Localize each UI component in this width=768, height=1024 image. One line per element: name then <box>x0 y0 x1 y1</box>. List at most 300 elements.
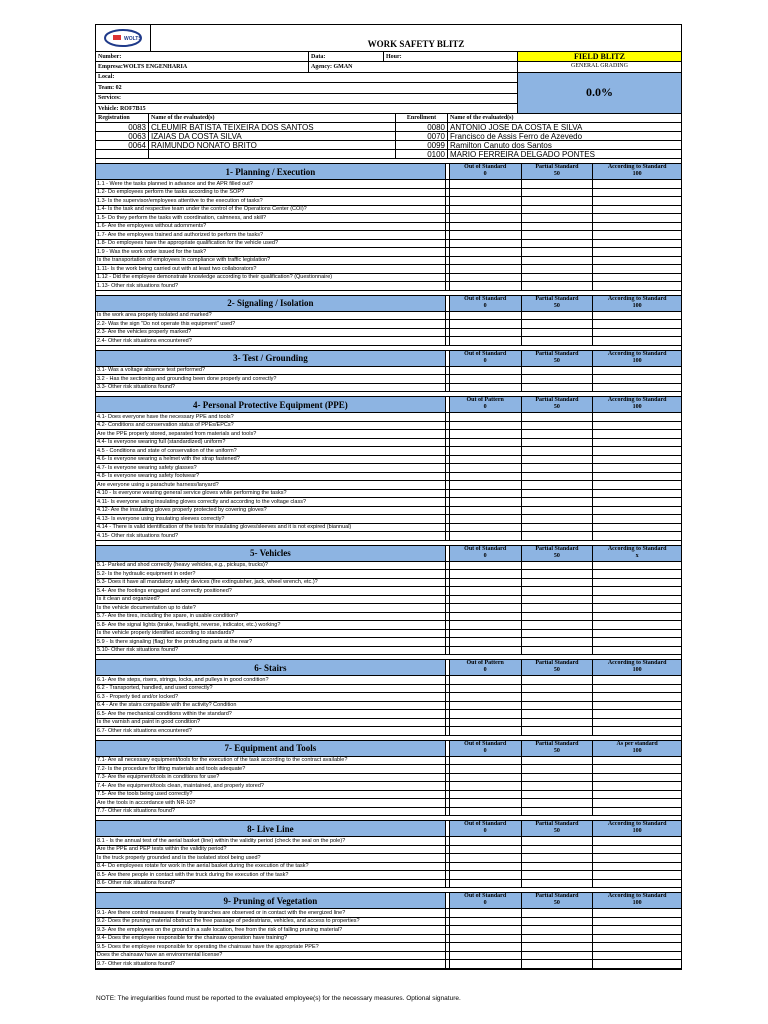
partial-standard-cell[interactable] <box>522 498 594 506</box>
partial-standard-cell[interactable] <box>522 570 594 578</box>
partial-standard-cell[interactable] <box>522 926 594 934</box>
out-of-standard-cell[interactable] <box>450 507 522 515</box>
checklist-row <box>96 456 681 465</box>
according-standard-cell[interactable] <box>593 799 681 807</box>
partial-standard-cell[interactable] <box>522 596 594 604</box>
according-standard-cell[interactable] <box>593 337 681 345</box>
checklist-question: 5.10- Other risk situations found? <box>96 647 446 655</box>
out-of-standard-cell[interactable] <box>450 837 522 845</box>
out-of-standard-cell[interactable] <box>450 579 522 587</box>
according-standard-cell[interactable] <box>593 481 681 489</box>
partial-standard-cell[interactable] <box>522 223 594 231</box>
according-standard-cell[interactable] <box>593 613 681 621</box>
checklist-question: 6.4 - Are the stairs compatible with the activity? Condition <box>96 702 446 710</box>
out-of-standard-cell[interactable] <box>450 685 522 693</box>
partial-standard-cell[interactable] <box>522 952 594 960</box>
partial-standard-cell[interactable] <box>522 710 594 718</box>
according-standard-cell[interactable] <box>593 702 681 710</box>
footer-note: NOTE: The irregularities found must be reported to the evaluated employee(s) for the necessary measures. Optional signature. <box>96 995 461 1002</box>
score-column-label: According to Standard <box>607 660 667 666</box>
partial-standard-cell[interactable] <box>522 799 594 807</box>
according-standard-cell[interactable] <box>593 430 681 438</box>
score-column-header <box>450 296 522 311</box>
out-of-standard-cell[interactable] <box>450 274 522 282</box>
according-standard-cell[interactable] <box>593 422 681 430</box>
out-of-standard-cell[interactable] <box>450 693 522 701</box>
partial-standard-cell[interactable] <box>522 490 594 498</box>
according-standard-cell[interactable] <box>593 490 681 498</box>
according-standard-cell[interactable] <box>593 909 681 917</box>
according-standard-cell[interactable] <box>593 464 681 472</box>
according-standard-cell[interactable] <box>593 596 681 604</box>
according-standard-cell[interactable] <box>593 312 681 320</box>
score-column-header <box>593 741 681 756</box>
partial-standard-cell[interactable] <box>522 871 594 879</box>
according-standard-cell[interactable] <box>593 189 681 197</box>
partial-standard-cell[interactable] <box>522 439 594 447</box>
partial-standard-cell[interactable] <box>522 846 594 854</box>
section-header <box>96 351 681 367</box>
out-of-standard-cell[interactable] <box>450 710 522 718</box>
out-of-standard-cell[interactable] <box>450 630 522 638</box>
partial-standard-cell[interactable] <box>522 206 594 214</box>
partial-standard-cell[interactable] <box>522 757 594 765</box>
partial-standard-cell[interactable] <box>522 265 594 273</box>
out-of-standard-cell[interactable] <box>450 676 522 684</box>
according-standard-cell[interactable] <box>593 808 681 816</box>
according-standard-cell[interactable] <box>593 710 681 718</box>
checklist-question: 7.5- Are the tools being used correctly? <box>96 791 446 799</box>
evaluated-name <box>149 150 396 158</box>
local-field[interactable]: Local: <box>98 74 115 81</box>
out-of-standard-cell[interactable] <box>450 570 522 578</box>
according-standard-cell[interactable] <box>593 863 681 871</box>
score-column-value: 100 <box>632 747 642 754</box>
checklist-question: Are the tools in accordance with NR-10? <box>96 799 446 807</box>
partial-standard-cell[interactable] <box>522 587 594 595</box>
partial-standard-cell[interactable] <box>522 422 594 430</box>
according-standard-cell[interactable] <box>593 197 681 205</box>
according-standard-cell[interactable] <box>593 604 681 612</box>
according-standard-cell[interactable] <box>593 507 681 515</box>
partial-standard-cell[interactable] <box>522 630 594 638</box>
out-of-standard-cell[interactable] <box>450 439 522 447</box>
out-of-standard-cell[interactable] <box>450 329 522 337</box>
out-of-standard-cell[interactable] <box>450 782 522 790</box>
partial-standard-cell[interactable] <box>522 214 594 222</box>
according-standard-cell[interactable] <box>593 257 681 265</box>
checklist-question: Is it clean and organized? <box>96 596 446 604</box>
score-column-label: Out of Standard <box>464 350 507 357</box>
partial-standard-cell[interactable] <box>522 638 594 646</box>
checklist-question: 6.2 - Transported, handled, and used correctly? <box>96 685 446 693</box>
according-standard-cell[interactable] <box>593 274 681 282</box>
partial-standard-cell[interactable] <box>522 189 594 197</box>
according-standard-cell[interactable] <box>593 765 681 773</box>
wolts-logo-icon <box>103 28 143 48</box>
according-standard-cell[interactable] <box>593 587 681 595</box>
according-standard-cell[interactable] <box>593 180 681 188</box>
checklist-row <box>96 808 681 817</box>
out-of-standard-cell[interactable] <box>450 702 522 710</box>
according-standard-cell[interactable] <box>593 676 681 684</box>
partial-standard-cell[interactable] <box>522 367 594 375</box>
according-standard-cell[interactable] <box>593 240 681 248</box>
number-field[interactable]: Number: <box>96 52 309 61</box>
according-standard-cell[interactable] <box>593 413 681 421</box>
checklist-row <box>96 909 681 918</box>
partial-standard-cell[interactable] <box>522 231 594 239</box>
partial-standard-cell[interactable] <box>522 329 594 337</box>
out-of-standard-cell[interactable] <box>450 524 522 532</box>
checklist-row <box>96 863 681 872</box>
out-of-standard-cell[interactable] <box>450 422 522 430</box>
partial-standard-cell[interactable] <box>522 524 594 532</box>
out-of-standard-cell[interactable] <box>450 757 522 765</box>
according-standard-cell[interactable] <box>593 727 681 735</box>
out-of-standard-cell[interactable] <box>450 490 522 498</box>
partial-standard-cell[interactable] <box>522 515 594 523</box>
out-of-standard-cell[interactable] <box>450 638 522 646</box>
enrollment-number: 0070 <box>396 132 448 140</box>
according-standard-cell[interactable] <box>593 206 681 214</box>
checklist-question: 1.12 - Did the employee demonstrate knowledge according to their qualification? (Questionnaire) <box>96 274 446 282</box>
checklist-row <box>96 515 681 524</box>
according-standard-cell[interactable] <box>593 647 681 655</box>
agency-field: Agency: GMAN <box>311 63 353 70</box>
out-of-standard-cell[interactable] <box>450 854 522 862</box>
partial-standard-cell[interactable] <box>522 863 594 871</box>
out-of-standard-cell[interactable] <box>450 180 522 188</box>
according-standard-cell[interactable] <box>593 570 681 578</box>
according-standard-cell[interactable] <box>593 439 681 447</box>
out-of-standard-cell[interactable] <box>450 871 522 879</box>
according-standard-cell[interactable] <box>593 782 681 790</box>
score-column-value: 50 <box>553 404 560 410</box>
partial-standard-cell[interactable] <box>522 532 594 540</box>
partial-standard-cell[interactable] <box>522 774 594 782</box>
partial-standard-cell[interactable] <box>522 943 594 951</box>
out-of-standard-cell[interactable] <box>450 240 522 248</box>
according-standard-cell[interactable] <box>593 943 681 951</box>
according-standard-cell[interactable] <box>593 214 681 222</box>
partial-standard-cell[interactable] <box>522 685 594 693</box>
partial-standard-cell[interactable] <box>522 447 594 455</box>
partial-standard-cell[interactable] <box>522 676 594 684</box>
score-column-label: Out of Standard <box>464 893 507 899</box>
according-standard-cell[interactable] <box>593 719 681 727</box>
out-of-standard-cell[interactable] <box>450 532 522 540</box>
checklist-row <box>96 837 681 846</box>
according-standard-cell[interactable] <box>593 524 681 532</box>
score-column-value: x <box>635 552 639 559</box>
checklist-question: 8.1 - Is the annual test of the aerial basket (line) within the validity period (check the seal on the pole)? <box>96 837 446 845</box>
according-standard-cell[interactable] <box>593 329 681 337</box>
partial-standard-cell[interactable] <box>522 197 594 205</box>
out-of-standard-cell[interactable] <box>450 413 522 421</box>
partial-standard-cell[interactable] <box>522 320 594 328</box>
out-of-standard-cell[interactable] <box>450 473 522 481</box>
partial-standard-cell[interactable] <box>522 180 594 188</box>
according-standard-cell[interactable] <box>593 375 681 383</box>
according-standard-cell[interactable] <box>593 367 681 375</box>
score-column-header <box>522 660 594 675</box>
score-column-header <box>593 660 681 675</box>
according-standard-cell[interactable] <box>593 447 681 455</box>
partial-standard-cell[interactable] <box>522 960 594 968</box>
according-standard-cell[interactable] <box>593 223 681 231</box>
according-standard-cell[interactable] <box>593 685 681 693</box>
partial-standard-cell[interactable] <box>522 647 594 655</box>
score-column-label: Partial Standard <box>535 164 579 170</box>
partial-standard-cell[interactable] <box>522 481 594 489</box>
according-standard-cell[interactable] <box>593 693 681 701</box>
score-column-label: Out of Standard <box>464 295 507 302</box>
out-of-standard-cell[interactable] <box>450 774 522 782</box>
according-standard-cell[interactable] <box>593 498 681 506</box>
partial-standard-cell[interactable] <box>522 413 594 421</box>
section-title: 6- Stairs <box>96 660 446 675</box>
date-field[interactable]: Data: <box>309 52 384 61</box>
checklist-row <box>96 257 681 266</box>
checklist-question: 4.15- Other risk situations found? <box>96 532 446 540</box>
according-standard-cell[interactable] <box>593 265 681 273</box>
out-of-standard-cell[interactable] <box>450 799 522 807</box>
according-standard-cell[interactable] <box>593 562 681 570</box>
score-column-header <box>450 741 522 756</box>
hour-field[interactable]: Hour: <box>384 52 518 61</box>
checklist-row <box>96 524 681 533</box>
according-standard-cell[interactable] <box>593 282 681 290</box>
according-standard-cell[interactable] <box>593 960 681 968</box>
out-of-standard-cell[interactable] <box>450 312 522 320</box>
out-of-standard-cell[interactable] <box>450 481 522 489</box>
score-column-label: Partial Standard <box>535 295 579 302</box>
services-field[interactable]: Services: <box>98 95 121 102</box>
out-of-standard-cell[interactable] <box>450 337 522 345</box>
out-of-standard-cell[interactable] <box>450 952 522 960</box>
out-of-standard-cell[interactable] <box>450 456 522 464</box>
out-of-standard-cell[interactable] <box>450 880 522 888</box>
score-column-label: Partial Standard <box>535 821 579 827</box>
out-of-standard-cell[interactable] <box>450 791 522 799</box>
partial-standard-cell[interactable] <box>522 918 594 926</box>
out-of-standard-cell[interactable] <box>450 206 522 214</box>
according-standard-cell[interactable] <box>593 621 681 629</box>
out-of-standard-cell[interactable] <box>450 808 522 816</box>
partial-standard-cell[interactable] <box>522 579 594 587</box>
evaluated-name-2: ANTONIO JOSE DA COSTA E SILVA <box>450 123 583 131</box>
partial-standard-cell[interactable] <box>522 765 594 773</box>
partial-standard-cell[interactable] <box>522 375 594 383</box>
out-of-standard-cell[interactable] <box>450 515 522 523</box>
according-standard-cell[interactable] <box>593 384 681 392</box>
checklist-row <box>96 189 681 198</box>
out-of-standard-cell[interactable] <box>450 596 522 604</box>
out-of-standard-cell[interactable] <box>450 587 522 595</box>
checklist-row <box>96 447 681 456</box>
partial-standard-cell[interactable] <box>522 604 594 612</box>
out-of-standard-cell[interactable] <box>450 926 522 934</box>
checklist-row <box>96 757 681 766</box>
score-column-value: 0 <box>483 828 487 834</box>
out-of-standard-cell[interactable] <box>450 562 522 570</box>
according-standard-cell[interactable] <box>593 638 681 646</box>
according-standard-cell[interactable] <box>593 579 681 587</box>
partial-standard-cell[interactable] <box>522 473 594 481</box>
checklist-row <box>96 274 681 283</box>
checklist-row <box>96 320 681 329</box>
checklist-question: 1.13- Other risk situations found? <box>96 282 446 290</box>
out-of-standard-cell[interactable] <box>450 231 522 239</box>
partial-standard-cell[interactable] <box>522 240 594 248</box>
checklist-question: 7.4- Are the equipment/tools clean, maintained, and properly stored? <box>96 782 446 790</box>
score-column-header <box>593 546 681 561</box>
score-column-header <box>450 397 522 412</box>
according-standard-cell[interactable] <box>593 757 681 765</box>
out-of-standard-cell[interactable] <box>450 248 522 256</box>
according-standard-cell[interactable] <box>593 473 681 481</box>
score-column-value: 100 <box>632 828 642 834</box>
partial-standard-cell[interactable] <box>522 274 594 282</box>
checklist-question: 9.3- Are the employees on the ground in a safe location, free from the risk of falling pruning material? <box>96 926 446 934</box>
out-of-standard-cell[interactable] <box>450 765 522 773</box>
according-standard-cell[interactable] <box>593 880 681 888</box>
score-column-header <box>450 164 522 179</box>
out-of-standard-cell[interactable] <box>450 367 522 375</box>
checklist-row <box>96 926 681 935</box>
out-of-standard-cell[interactable] <box>450 214 522 222</box>
score-column-header <box>522 164 594 179</box>
partial-standard-cell[interactable] <box>522 880 594 888</box>
out-of-standard-cell[interactable] <box>450 935 522 943</box>
partial-standard-cell[interactable] <box>522 430 594 438</box>
checklist-row <box>96 952 681 961</box>
registration-header: Registration <box>96 114 149 122</box>
according-standard-cell[interactable] <box>593 952 681 960</box>
according-standard-cell[interactable] <box>593 846 681 854</box>
partial-standard-cell[interactable] <box>522 464 594 472</box>
checklist-row <box>96 473 681 482</box>
partial-standard-cell[interactable] <box>522 384 594 392</box>
out-of-standard-cell[interactable] <box>450 197 522 205</box>
out-of-standard-cell[interactable] <box>450 943 522 951</box>
partial-standard-cell[interactable] <box>522 312 594 320</box>
form-title-row <box>96 25 681 52</box>
partial-standard-cell[interactable] <box>522 507 594 515</box>
partial-standard-cell[interactable] <box>522 337 594 345</box>
out-of-standard-cell[interactable] <box>450 375 522 383</box>
section-header <box>96 893 681 909</box>
out-of-standard-cell[interactable] <box>450 604 522 612</box>
out-of-standard-cell[interactable] <box>450 621 522 629</box>
out-of-standard-cell[interactable] <box>450 265 522 273</box>
partial-standard-cell[interactable] <box>522 837 594 845</box>
general-score: 0.0% <box>518 73 681 114</box>
partial-standard-cell[interactable] <box>522 621 594 629</box>
partial-standard-cell[interactable] <box>522 719 594 727</box>
checklist-row <box>96 854 681 863</box>
partial-standard-cell[interactable] <box>522 909 594 917</box>
according-standard-cell[interactable] <box>593 854 681 862</box>
out-of-standard-cell[interactable] <box>450 918 522 926</box>
checklist-question: 6.7- Other risk situations encountered? <box>96 727 446 735</box>
partial-standard-cell[interactable] <box>522 693 594 701</box>
checklist-question: 4.4- Is everyone wearing full (standardized) uniform? <box>96 439 446 447</box>
according-standard-cell[interactable] <box>593 837 681 845</box>
partial-standard-cell[interactable] <box>522 282 594 290</box>
partial-standard-cell[interactable] <box>522 562 594 570</box>
according-standard-cell[interactable] <box>593 918 681 926</box>
out-of-standard-cell[interactable] <box>450 282 522 290</box>
out-of-standard-cell[interactable] <box>450 498 522 506</box>
score-column-value: 100 <box>632 900 642 906</box>
out-of-standard-cell[interactable] <box>450 223 522 231</box>
partial-standard-cell[interactable] <box>522 257 594 265</box>
partial-standard-cell[interactable] <box>522 248 594 256</box>
registration-number: 0083 <box>96 123 149 131</box>
out-of-standard-cell[interactable] <box>450 909 522 917</box>
according-standard-cell[interactable] <box>593 774 681 782</box>
according-standard-cell[interactable] <box>593 935 681 943</box>
according-standard-cell[interactable] <box>593 791 681 799</box>
checklist-question: 4.12- Are the insulating gloves properly protected by covering gloves? <box>96 507 446 515</box>
partial-standard-cell[interactable] <box>522 613 594 621</box>
out-of-standard-cell[interactable] <box>450 960 522 968</box>
according-standard-cell[interactable] <box>593 320 681 328</box>
according-standard-cell[interactable] <box>593 515 681 523</box>
checklist-question: 1.9 - Was the work order issued for the task? <box>96 248 446 256</box>
out-of-standard-cell[interactable] <box>450 846 522 854</box>
checklist-question: 3.1- Was a voltage absence test performed? <box>96 367 446 375</box>
out-of-standard-cell[interactable] <box>450 613 522 621</box>
out-of-standard-cell[interactable] <box>450 719 522 727</box>
checklist-question: 7.1- Are all necessary equipment/tools for the execution of the task according to the contract available? <box>96 757 446 765</box>
out-of-standard-cell[interactable] <box>450 464 522 472</box>
checklist-row <box>96 621 681 630</box>
out-of-standard-cell[interactable] <box>450 257 522 265</box>
partial-standard-cell[interactable] <box>522 456 594 464</box>
according-standard-cell[interactable] <box>593 456 681 464</box>
according-standard-cell[interactable] <box>593 630 681 638</box>
out-of-standard-cell[interactable] <box>450 384 522 392</box>
out-of-standard-cell[interactable] <box>450 863 522 871</box>
according-standard-cell[interactable] <box>593 871 681 879</box>
according-standard-cell[interactable] <box>593 926 681 934</box>
out-of-standard-cell[interactable] <box>450 447 522 455</box>
checklist-question: 5.4- Are the footings engaged and correctly positioned? <box>96 587 446 595</box>
out-of-standard-cell[interactable] <box>450 430 522 438</box>
according-standard-cell[interactable] <box>593 248 681 256</box>
out-of-standard-cell[interactable] <box>450 727 522 735</box>
partial-standard-cell[interactable] <box>522 808 594 816</box>
out-of-standard-cell[interactable] <box>450 647 522 655</box>
partial-standard-cell[interactable] <box>522 782 594 790</box>
score-column-header <box>593 893 681 908</box>
vehicle-field: Vehicle: ROF7B15 <box>98 106 146 112</box>
partial-standard-cell[interactable] <box>522 935 594 943</box>
partial-standard-cell[interactable] <box>522 702 594 710</box>
partial-standard-cell[interactable] <box>522 727 594 735</box>
company-logo <box>96 25 151 51</box>
partial-standard-cell[interactable] <box>522 854 594 862</box>
out-of-standard-cell[interactable] <box>450 189 522 197</box>
according-standard-cell[interactable] <box>593 231 681 239</box>
partial-standard-cell[interactable] <box>522 791 594 799</box>
checklist-row <box>96 647 681 656</box>
according-standard-cell[interactable] <box>593 532 681 540</box>
out-of-standard-cell[interactable] <box>450 320 522 328</box>
